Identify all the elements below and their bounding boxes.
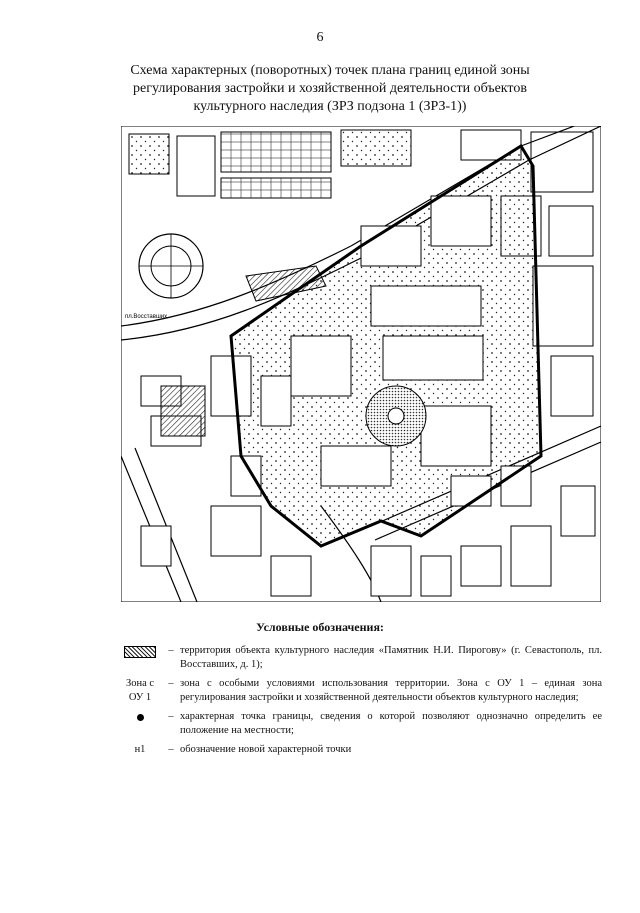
map-hatched-building (161, 386, 205, 436)
legend-dash: – (168, 645, 174, 656)
legend-item-text: территория объекта культурного наследия «Памятник Н.И. Пирогову» (г. Севастополь, пл. Восставших, д. 1); (180, 645, 602, 670)
map-roundabout (139, 234, 203, 298)
document-title (100, 62, 560, 116)
site-plan-drawing (121, 126, 601, 602)
boundary-point-dot-icon (137, 714, 144, 721)
legend-item-text: характерная точка границы, сведения о которой позволяют однозначно определить ее положение на местности; (180, 711, 602, 736)
map-street-label: пл.Восставших (125, 314, 168, 320)
title-line-1: Схема характерных (поворотных) точек плана границ единой зоны (130, 63, 530, 78)
page-number: 6 (316, 30, 324, 45)
legend-item (118, 743, 602, 757)
legend-item (118, 644, 602, 672)
legend-item (118, 677, 602, 705)
map-park-circle (366, 386, 426, 446)
legend-symbol-new-point: н1 (134, 744, 146, 755)
title-line-2: регулирования застройки и хозяйственной деятельности объектов (133, 81, 527, 96)
legend-dash: – (168, 678, 174, 689)
legend-heading: Условные обозначения: (256, 620, 384, 634)
legend-item (118, 710, 602, 738)
legend-dash: – (168, 711, 174, 722)
legend-dash: – (168, 744, 174, 755)
legend-symbol-zone: Зона с ОУ 1 (125, 678, 155, 703)
legend (118, 644, 602, 762)
legend-item-text: обозначение новой характерной точки (180, 744, 352, 755)
hatched-territory-swatch-icon (124, 646, 156, 658)
site-plan-map (121, 126, 601, 602)
title-line-3: культурного наследия (ЗРЗ подзона 1 (ЗРЗ-1)) (193, 99, 467, 114)
legend-item-text: зона с особыми условиями использования территории. Зона с ОУ 1 – единая зона регулирования застройки и хозяйственной деятельности объектов культурного наследия; (180, 678, 602, 703)
